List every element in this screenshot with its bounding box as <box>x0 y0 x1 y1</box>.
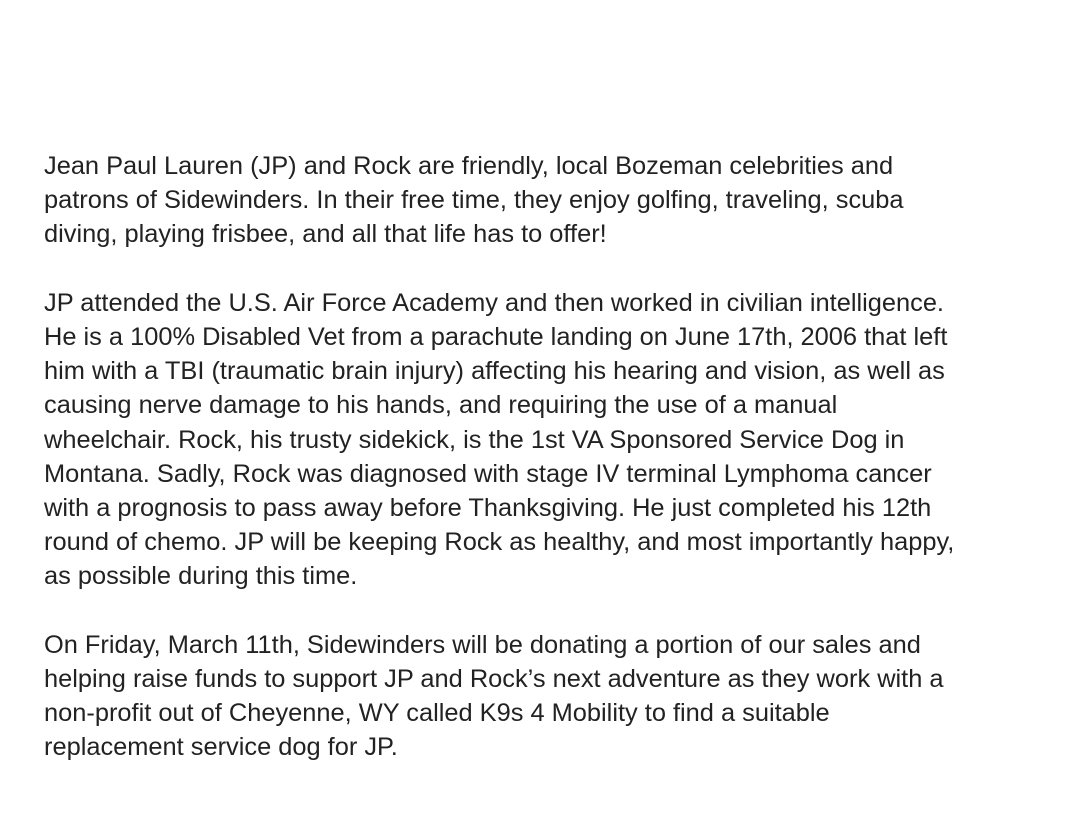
paragraph-event: On Friday, March 11th, Sidewinders will be donating a portion of our sales and helping raise funds to support JP and Rock’s next adventure as they work with a non-profit out of Cheyenne, WY called K9s 4 Mobility to find a suitable replacement service dog for JP. <box>44 630 944 762</box>
paragraph-background: JP attended the U.S. Air Force Academy and then worked in civilian intelligence. He is a 100% Disabled Vet from a parachute landing on June 17th, 2006 that left him with a TBI (traumatic brain injury) affecting his hearing and vision, as well as causing nerve damage to his hands, and requiring the use of a manual wheelchair. Rock, his trusty sidekick, is the 1st VA Sponsored Service Dog in Montana. Sadly, Rock was diagnosed with stage IV terminal Lymphoma cancer with a prognosis to pass away before Thanksgiving. He just completed his 12th round of chemo. JP will be keeping Rock as healthy, and most importantly happy, as possible during this time. <box>44 288 955 591</box>
paragraph-intro: Jean Paul Lauren (JP) and Rock are friendly, local Bozeman celebrities and patrons of Sidewinders. In their free time, they enjoy golfing, traveling, scuba diving, playing frisbee, and all that life has to offer! <box>44 152 904 249</box>
document-body <box>44 149 1074 765</box>
